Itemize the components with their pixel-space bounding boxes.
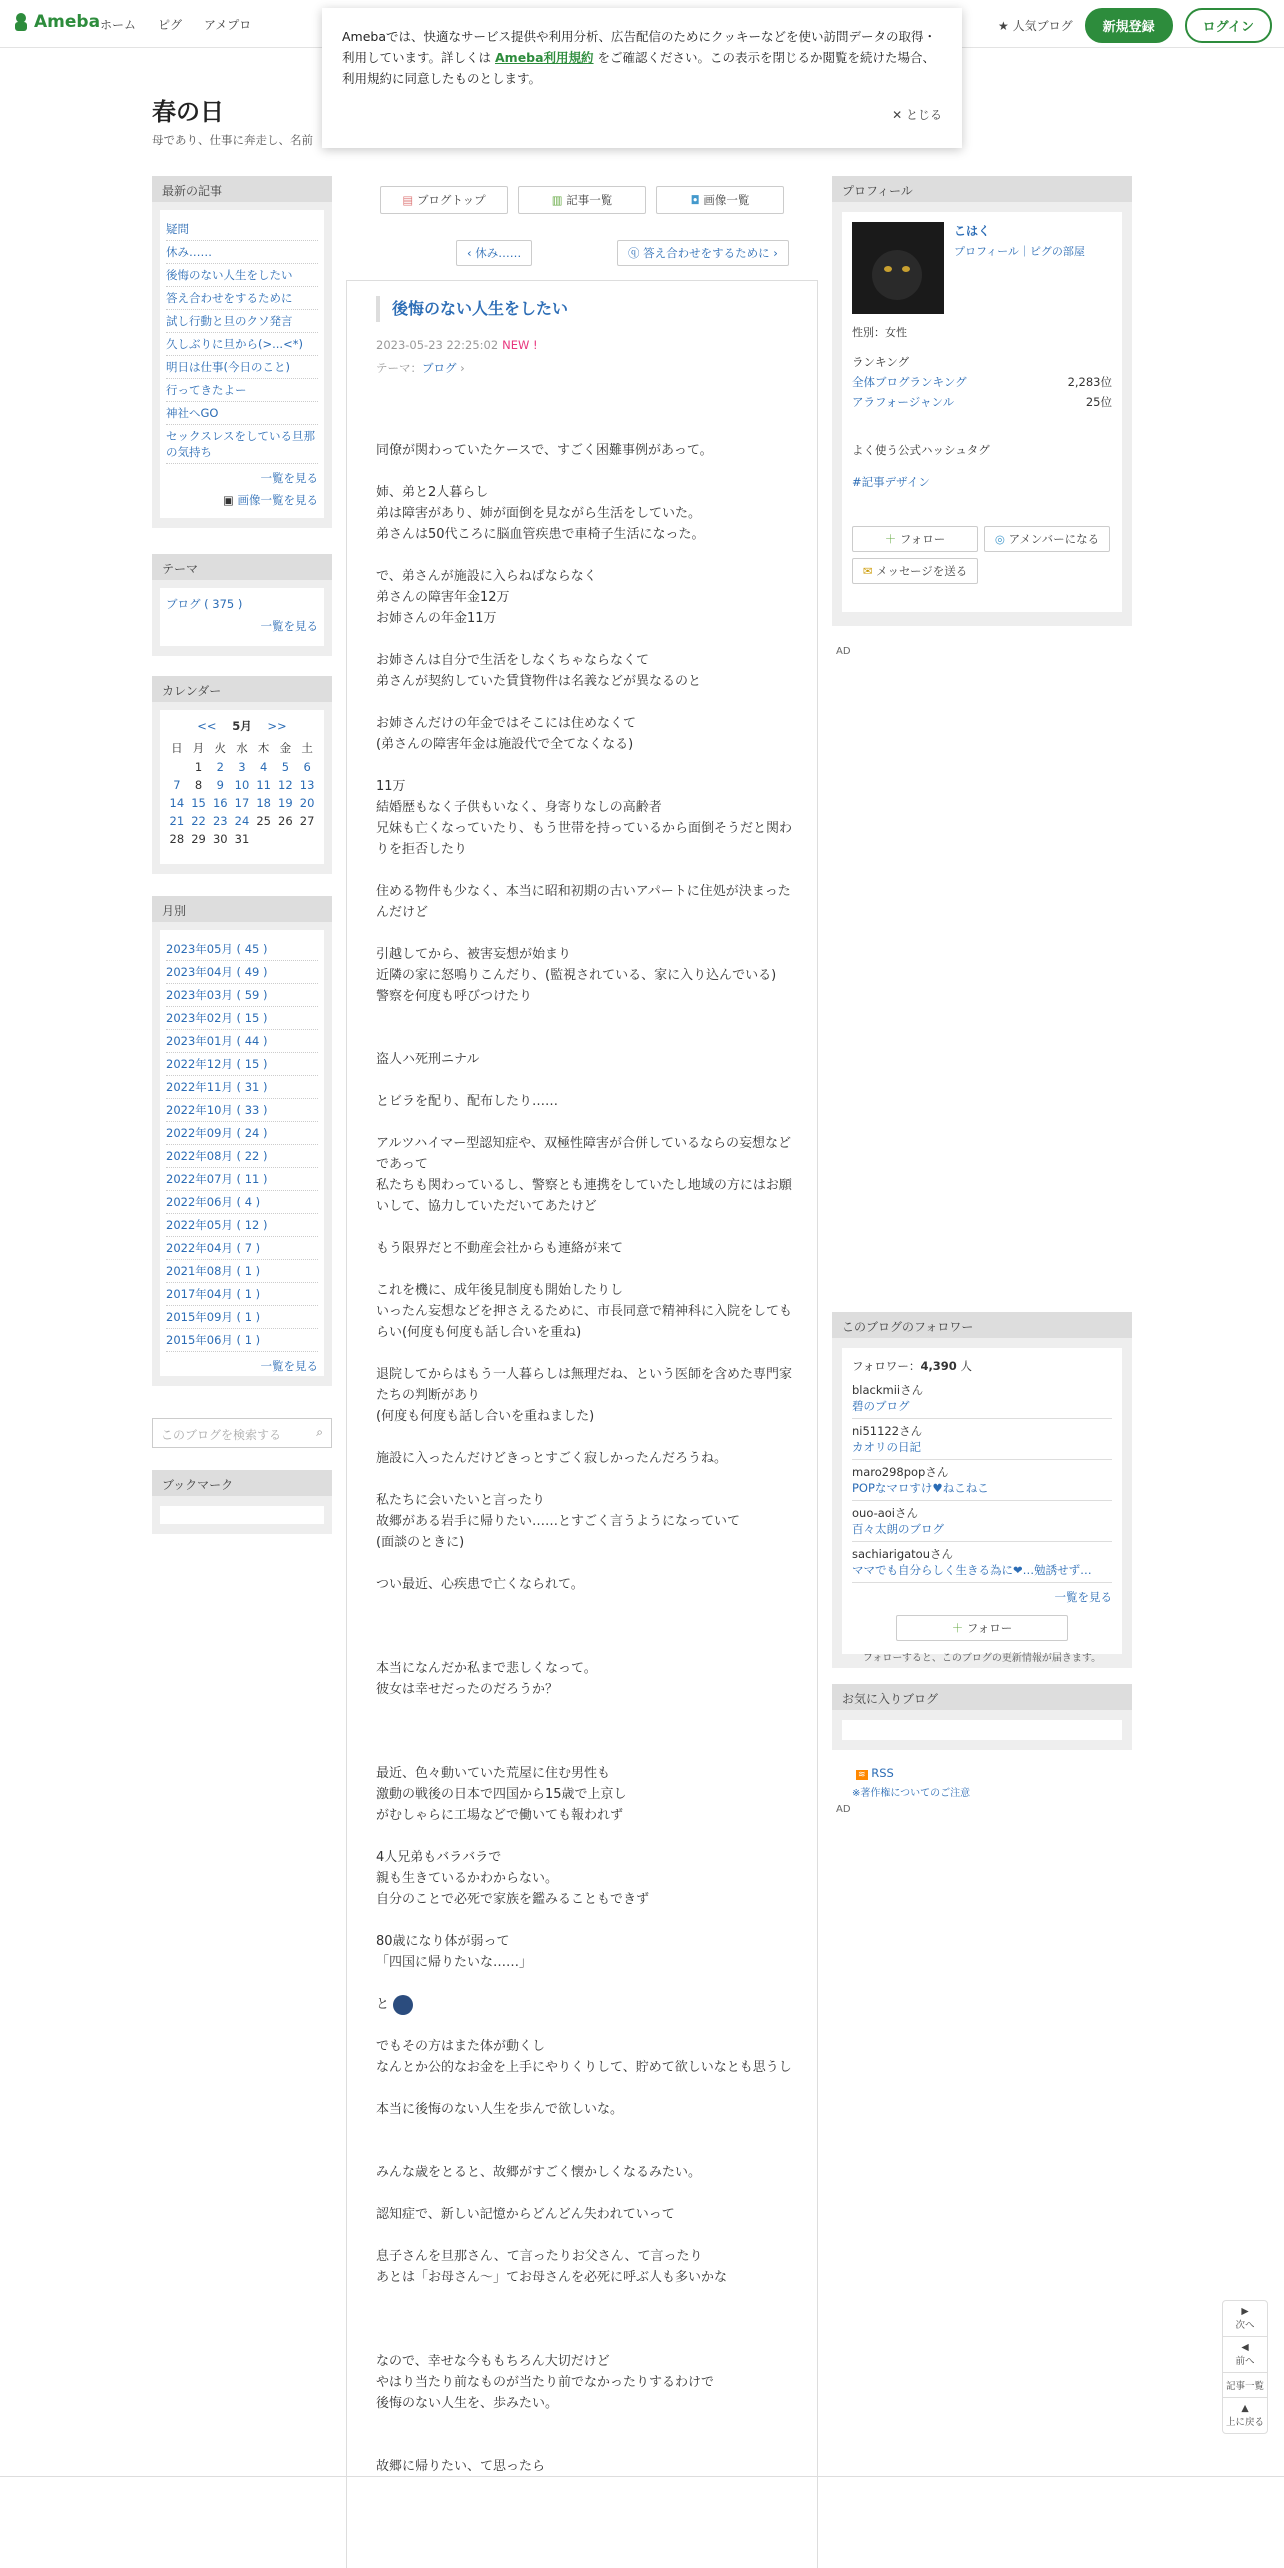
weekday-label: 月 xyxy=(192,741,205,755)
favorite-blogs-widget xyxy=(832,1684,1132,1750)
rss-icon: ≋ xyxy=(858,1770,866,1780)
entry-paragraph xyxy=(376,1616,796,1700)
paragraph-text: みんな歳をとると、故郷がすごく懐かしくなるみたい。 xyxy=(376,2165,702,2180)
calendar-table xyxy=(166,738,318,848)
next-page-label: 次へ xyxy=(1235,2320,1255,2331)
paragraph-text: 故郷に帰りたい、て思ったら xyxy=(376,2459,546,2474)
cookie-consent-banner xyxy=(322,8,962,148)
cookie-close-button[interactable]: ✕ とじる xyxy=(892,108,942,122)
entry-paragraph xyxy=(376,1091,796,1112)
entry-paragraph xyxy=(376,2099,796,2120)
blog-top-label: ブログトップ xyxy=(416,193,486,207)
calendar-next[interactable]: >> xyxy=(267,719,287,733)
weekday-label: 日 xyxy=(171,741,183,755)
follower-item xyxy=(852,1542,1112,1583)
copyright-label: ※著作権についてのご注意 xyxy=(852,1788,971,1799)
profile-gender: 性別：女性 xyxy=(852,326,907,339)
monthly-item xyxy=(166,961,318,984)
monthly-link[interactable]: 2023年03月 ( 59 ) xyxy=(166,988,268,1002)
monthly-link[interactable]: 2022年12月 ( 15 ) xyxy=(166,1057,268,1071)
recent-item xyxy=(166,402,318,425)
prev-entry-button[interactable]: ‹ 休み…… xyxy=(456,240,532,266)
follower-item xyxy=(852,1460,1112,1501)
monthly-link[interactable]: 2022年10月 ( 33 ) xyxy=(166,1103,268,1117)
amember-button[interactable] xyxy=(984,526,1110,552)
monthly-archive-widget xyxy=(152,896,332,1386)
paragraph-text: でもその方はまた体が動くし なんとか公的なお金を上手にやりくりして、貯めて欲しいなとも思うし xyxy=(376,2039,792,2075)
entry-paragraph xyxy=(376,1721,796,1826)
follower-blog[interactable]: 碧のブログ xyxy=(852,1399,910,1413)
calendar-day: 28 xyxy=(169,832,185,846)
entry-paragraph xyxy=(376,566,796,629)
entry-paragraph xyxy=(376,2435,796,2477)
follower-count-label: フォロワー： xyxy=(852,1359,921,1373)
calendar-day[interactable]: 11 xyxy=(256,778,271,792)
recent-link[interactable]: 疑問 xyxy=(166,222,189,236)
calendar-day xyxy=(253,830,275,848)
paragraph-text: と xyxy=(376,1997,390,2012)
calendar-prev[interactable]: << xyxy=(197,719,217,733)
play-icon: ▶ xyxy=(1241,2306,1249,2317)
hashtag-title: よく使う公式ハッシュタグ xyxy=(852,443,990,457)
entry-paragraph xyxy=(376,2204,796,2225)
entry-paragraph xyxy=(376,1280,796,1343)
calendar-day: 27 xyxy=(299,814,315,828)
paragraph-text: とビラを配り、配布したり…… xyxy=(376,1094,559,1109)
follower-more-link[interactable]: 一覧を見る xyxy=(1054,1590,1112,1604)
follower-item xyxy=(852,1378,1112,1419)
image-list-button[interactable] xyxy=(656,186,784,214)
paragraph-text: 私たちに会いたいと言ったり 故郷がある岩手に帰りたい……とすごく言うようになっていて (面談のときに) xyxy=(376,1493,741,1550)
envelope-icon: ✉ xyxy=(862,564,873,578)
paragraph-text: これを機に、成年後見制度も開始したりし いったん妄想などを押さえるために、市長同意で精神科に入院をしてもらい(何度も何度も話し合いを重ね) xyxy=(376,1283,793,1340)
monthly-link[interactable]: 2023年04月 ( 49 ) xyxy=(166,965,268,979)
calendar-day[interactable]: 18 xyxy=(256,796,271,810)
rank-genre-value: 25位 xyxy=(1085,395,1112,409)
theme-label: テーマ： xyxy=(376,361,422,375)
entry-theme-row: テーマ：ブログ › xyxy=(376,361,465,375)
paragraph-text: 退院してからはもう一人暮らしは無理だね、という医師を含めた専門家たちの判断があり (何度も何度も話し合いを重ねました) xyxy=(376,1367,793,1424)
follower-count-row xyxy=(852,1358,1112,1374)
image-list-label: 画像一覧 xyxy=(703,193,750,207)
entry-body xyxy=(376,440,796,2498)
follower-blog[interactable]: ママでも自分らしく生きる為に❤…勉誘せず… xyxy=(852,1563,1092,1577)
paragraph-text: で、弟さんが施設に入らねばならなく 弟さんの障害年金12万 お姉さんの年金11万 xyxy=(376,569,597,626)
profile-title: プロフィール xyxy=(832,176,1132,202)
monthly-item xyxy=(166,1237,318,1260)
recent-link[interactable]: 答え合わせをするために xyxy=(166,291,293,305)
monthly-item xyxy=(166,938,318,961)
cookie-text-pre: Amebaでは、快適なサービス提供や利用分析、広告配信のためにクッキーなどを使い訪問データの取得・利用しています。詳しくは xyxy=(342,29,937,65)
weekday-label: 木 xyxy=(257,741,270,755)
follow-label: フォロー xyxy=(899,532,946,546)
follower-list xyxy=(852,1378,1112,1583)
entry-list-label: 記事一覧 xyxy=(566,193,613,207)
calendar-day: 1 xyxy=(194,760,203,774)
ad-label-2: AD xyxy=(836,1804,851,1815)
entry-paragraph xyxy=(376,1931,796,1973)
prev-entry-label: 休み…… xyxy=(475,246,522,260)
monthly-item xyxy=(166,984,318,1007)
bookmark-widget xyxy=(152,1470,332,1534)
entry-list-page-button[interactable]: 記事一覧 xyxy=(1223,2373,1267,2398)
paragraph-text: もう限界だと不動産会社からも連絡が来て xyxy=(376,1241,624,1256)
list-icon: ▥ xyxy=(551,193,563,207)
entry-paragraph xyxy=(376,1028,796,1070)
paragraph-text: 住める物件も少なく、本当に昭和初期の古いアパートに住処が決まったんだけど xyxy=(376,884,791,920)
calendar-day xyxy=(296,830,318,848)
back-to-top-button[interactable] xyxy=(1223,2398,1267,2433)
terms-link[interactable]: Ameba利用規約 xyxy=(495,50,594,65)
cookie-text-post: をご確認ください。この表示を閉じるか閲覧を続けた場合、利用規約に同意したものとします。 xyxy=(342,50,936,86)
image-list-link[interactable]: 画像一覧を見る xyxy=(237,493,318,507)
calendar-day[interactable]: 24 xyxy=(234,814,250,828)
recent-link[interactable]: 後悔のない人生をしたい xyxy=(166,268,293,282)
prev-page-button[interactable] xyxy=(1223,2337,1267,2373)
rank-genre-link[interactable]: アラフォージャンル xyxy=(852,395,955,409)
entry-paragraph xyxy=(376,2036,796,2078)
recent-entries-widget xyxy=(152,176,332,528)
monthly-item xyxy=(166,1076,318,1099)
paragraph-text: 施設に入ったんだけどきっとすごく寂しかったんだろうね。 xyxy=(376,1451,728,1466)
recent-item xyxy=(166,356,318,379)
login-button[interactable]: ログイン xyxy=(1185,8,1272,43)
paragraph-text: 80歳になり体が弱って 「四国に帰りたいな……」 xyxy=(376,1934,533,1970)
weekday-label: 火 xyxy=(214,741,226,755)
recent-link[interactable]: 神社へGO xyxy=(166,406,219,420)
theme-title: テーマ xyxy=(152,554,332,580)
paragraph-text: お姉さんだけの年金ではそこには住めなくて (弟さんの障害年金は施設代で全てなくなる) xyxy=(376,716,637,752)
monthly-link[interactable]: 2022年07月 ( 11 ) xyxy=(166,1172,268,1186)
recent-item xyxy=(166,287,318,310)
rss-link[interactable] xyxy=(856,1766,894,1780)
recent-link[interactable]: 試し行動と旦のクソ発言 xyxy=(166,314,293,328)
plus-icon: ＋ xyxy=(951,1621,964,1635)
follow-button[interactable] xyxy=(852,526,978,552)
ad-label: AD xyxy=(836,646,851,657)
followers-widget xyxy=(832,1312,1132,1668)
monthly-link[interactable]: 2023年01月 ( 44 ) xyxy=(166,1034,268,1048)
follower-item xyxy=(852,1501,1112,1542)
weekday-label: 土 xyxy=(301,741,313,755)
calendar-day: 30 xyxy=(212,832,228,846)
calendar-day[interactable]: 20 xyxy=(299,796,315,810)
follower-count: 4,390 xyxy=(920,1359,957,1373)
calendar-day[interactable]: 16 xyxy=(212,796,228,810)
calendar-day[interactable]: 19 xyxy=(278,796,293,810)
monthly-item xyxy=(166,1122,318,1145)
profile-links[interactable]: プロフィール｜ピグの部屋 xyxy=(954,245,1085,258)
monthly-link[interactable]: 2015年09月 ( 1 ) xyxy=(166,1310,261,1324)
paragraph-text: 引越してから、被害妄想が始まり 近隣の家に怒鳴りこんだり、(監視されている、家に入り込んでいる) 警察を何度も呼びつけたり xyxy=(376,947,777,1004)
monthly-item xyxy=(166,1030,318,1053)
logo-text: Ameba xyxy=(34,12,101,32)
amember-icon: ◎ xyxy=(994,532,1005,546)
calendar-day[interactable]: 6 xyxy=(303,760,311,774)
entry-paragraph xyxy=(376,1490,796,1553)
monthly-item xyxy=(166,1283,318,1306)
recent-item xyxy=(166,310,318,333)
floating-page-nav xyxy=(1222,2300,1268,2434)
entry-paragraph xyxy=(376,881,796,923)
camera-icon: ◘ xyxy=(690,193,700,207)
follow-label-2: フォロー xyxy=(966,1621,1013,1635)
weekday-label: 水 xyxy=(236,741,248,755)
footer-divider xyxy=(0,2476,1284,2477)
monthly-link[interactable]: 2022年04月 ( 7 ) xyxy=(166,1241,261,1255)
entry-paragraph xyxy=(376,2141,796,2183)
recent-link[interactable]: 明日は仕事(今日のこと) xyxy=(166,360,290,374)
calendar-day[interactable]: 22 xyxy=(191,814,206,828)
calendar-day xyxy=(275,830,297,848)
paragraph-text: 本当に後悔のない人生を歩んで欲しいな。 xyxy=(376,2102,624,2117)
calendar-day[interactable]: 9 xyxy=(216,778,224,792)
calendar-month: 5月 xyxy=(232,719,252,733)
paragraph-text: アルツハイマー型認知症や、双極性障害が合併しているならの妄想などであって 私たちも関わっているし、警察とも連携をしていたし地域の方にはお願いして、協力していただいてあたけど xyxy=(376,1136,792,1214)
entry-paragraph xyxy=(376,713,796,755)
entry-paragraph xyxy=(376,776,796,860)
entry-paragraph xyxy=(376,944,796,1007)
paragraph-text: お姉さんは自分で生活をしなくちゃならなくて 弟さんが契約していた賃貸物件は名義などが異なるのと xyxy=(376,653,702,689)
entry-paragraph xyxy=(376,2309,796,2414)
back-to-top-label: 上に戻る xyxy=(1225,2417,1264,2428)
rank-overall-link[interactable]: 全体ブログランキング xyxy=(852,375,967,389)
up-icon: ▲ xyxy=(1241,2403,1249,2414)
monthly-link[interactable]: 2022年09月 ( 24 ) xyxy=(166,1126,268,1140)
followers-title: このブログのフォロワー xyxy=(832,1312,1132,1338)
blog-description: 母であり、仕事に奔走し、名前 xyxy=(152,133,313,147)
monthly-link[interactable]: 2015年06月 ( 1 ) xyxy=(166,1333,261,1347)
entry-paragraph xyxy=(376,650,796,692)
paragraph-text: 息子さんを旦那さん、て言ったりお父さん、て言ったり あとは「お母さん〜」てお母さんを必死に呼ぶ人も多いかな xyxy=(376,2249,728,2285)
prev-page-label: 前へ xyxy=(1235,2356,1255,2367)
calendar-day[interactable]: 5 xyxy=(281,760,290,774)
entry-paragraph xyxy=(376,482,796,545)
follower-blog[interactable]: 百々太朗のブログ xyxy=(852,1522,944,1536)
follower-item xyxy=(852,1419,1112,1460)
monthly-link[interactable]: 2022年06月 ( 4 ) xyxy=(166,1195,261,1209)
copyright-link[interactable] xyxy=(852,1784,970,1799)
rank-overall-value: 2,283位 xyxy=(1067,375,1112,389)
monthly-item xyxy=(166,1306,318,1329)
calendar-day[interactable]: 2 xyxy=(216,760,224,774)
next-entry-label: 答え合わせをするために xyxy=(643,246,770,260)
calendar-day[interactable]: 4 xyxy=(260,760,268,774)
popular-blog-link[interactable]: ★ 人気ブログ xyxy=(998,19,1073,33)
entry-paragraph xyxy=(376,1448,796,1469)
recent-item xyxy=(166,333,318,356)
calendar-day[interactable]: 21 xyxy=(169,814,185,828)
recent-item xyxy=(166,264,318,287)
calendar-day[interactable]: 3 xyxy=(238,760,246,774)
monthly-item xyxy=(166,1168,318,1191)
nav-home[interactable]: ホーム xyxy=(100,18,137,32)
close-label: とじる xyxy=(905,108,942,122)
amember-label: アメンバーになる xyxy=(1008,532,1100,546)
entry-paragraph xyxy=(376,1238,796,1259)
rss-label: RSS xyxy=(871,1766,894,1780)
follower-user[interactable]: ni51122さん xyxy=(852,1424,923,1438)
monthly-link[interactable]: 2022年08月 ( 22 ) xyxy=(166,1149,268,1163)
monthly-item xyxy=(166,1145,318,1168)
emoji-icon xyxy=(393,1995,413,2015)
calendar-day: 31 xyxy=(234,832,250,846)
next-page-button[interactable] xyxy=(1223,2301,1267,2337)
blog-title[interactable]: 春の日 xyxy=(152,99,224,126)
theme-more-link[interactable]: 一覧を見る xyxy=(260,619,318,633)
hashtag-link[interactable]: #記事デザイン xyxy=(852,475,930,489)
follow-note: フォローすると、このブログの更新情報が届きます。 xyxy=(862,1653,1102,1664)
theme-item[interactable]: ブログ ( 375 ) xyxy=(166,597,243,611)
blog-nav-buttons xyxy=(380,186,784,214)
ranking-title: ランキング xyxy=(852,355,910,369)
follower-unit: 人 xyxy=(960,1359,972,1373)
calendar-day[interactable]: 12 xyxy=(278,778,293,792)
calendar-day[interactable]: 13 xyxy=(299,778,315,792)
blog-top-button[interactable] xyxy=(380,186,508,214)
entry-paragraph xyxy=(376,2246,796,2288)
monthly-link[interactable]: 2022年05月 ( 12 ) xyxy=(166,1218,268,1232)
calendar-day: 25 xyxy=(256,814,271,828)
calendar-day[interactable]: 23 xyxy=(212,814,228,828)
entry-paragraph xyxy=(376,1574,796,1595)
image-icon: ▣ xyxy=(222,493,234,507)
follower-blog[interactable]: POPなマロすけ♥ねこねこ xyxy=(852,1481,989,1495)
calendar-day[interactable]: 10 xyxy=(234,778,250,792)
entry-paragraph xyxy=(376,1994,796,2015)
monthly-item xyxy=(166,1053,318,1076)
message-label: メッセージを送る xyxy=(875,564,968,578)
calendar-day: 26 xyxy=(278,814,293,828)
monthly-item xyxy=(166,1099,318,1122)
next-entry-button[interactable]: ⓠ 答え合わせをするために › xyxy=(617,240,789,266)
follower-user[interactable]: maro298popさん xyxy=(852,1465,949,1479)
recent-link[interactable]: 行ってきたよー xyxy=(166,383,247,397)
entry-title[interactable]: 後悔のない人生をしたい xyxy=(376,296,568,322)
recent-item xyxy=(166,241,318,264)
calendar-day[interactable]: 14 xyxy=(169,796,185,810)
follower-user[interactable]: ouo-aoiさん xyxy=(852,1506,919,1520)
plus-icon: ＋ xyxy=(884,532,897,546)
monthly-item xyxy=(166,1191,318,1214)
paragraph-text: 盗人ハ死刑ニナル xyxy=(376,1052,480,1067)
recent-item xyxy=(166,218,318,241)
recent-item xyxy=(166,425,318,464)
recent-link[interactable]: 久しぶりに旦から(>...<*) xyxy=(166,337,303,351)
nav-pigg[interactable]: ピグ xyxy=(158,18,183,32)
paragraph-text: 11万 結婚歴もなく子供もいなく、身寄りなしの高齢者 兄妹も亡くなっていたり、もう世帯を持っているから面倒そうだと関わりを拒否したり xyxy=(376,779,793,857)
paragraph-text: なので、幸せな今ももちろん大切だけど やはり当たり前なものが当たり前でなかったりするわけで 後悔のない人生を、歩みたい。 xyxy=(376,2354,715,2411)
profile-name[interactable]: こはく xyxy=(954,224,991,238)
calendar-title: カレンダー xyxy=(152,676,332,702)
paragraph-text: 最近、色々動いていた荒屋に住む男性も 激動の戦後の日本で四国から15歳で上京し がむしゃらに工場などで働いても報われず xyxy=(376,1766,627,1823)
monthly-link[interactable]: 2023年05月 ( 45 ) xyxy=(166,942,268,956)
calendar-day xyxy=(166,758,188,776)
new-badge: NEW ! xyxy=(502,338,538,352)
monthly-item xyxy=(166,1329,318,1352)
question-icon: ⓠ xyxy=(628,246,640,260)
monthly-list xyxy=(166,938,318,1352)
profile-widget xyxy=(832,176,1132,626)
recent-more-link[interactable]: 一覧を見る xyxy=(260,471,318,485)
entry-theme-link[interactable]: ブログ xyxy=(422,361,457,375)
entry-paragraph xyxy=(376,1364,796,1427)
calendar-day: 8 xyxy=(194,778,203,792)
paragraph-text: 姉、弟と2人暮らし 弟は障害があり、姉が面倒を見ながら生活をしていた。 弟さんは50代ころに脳血管疾患で車椅子生活になった。 xyxy=(376,485,705,542)
calendar-day: 29 xyxy=(191,832,206,846)
follow-button-2[interactable] xyxy=(896,1615,1068,1641)
recent-link[interactable]: セックスレスをしている旦那の気持ち xyxy=(166,429,316,459)
recent-item xyxy=(166,379,318,402)
favblog-title: お気に入りブログ xyxy=(832,1684,1132,1710)
monthly-link[interactable]: 2017年04月 ( 1 ) xyxy=(166,1287,261,1301)
monthly-item xyxy=(166,1260,318,1283)
paragraph-text: 認知症で、新しい記憶からどんどん失われていって xyxy=(376,2207,675,2222)
ameba-logo-icon xyxy=(12,12,30,32)
weekday-label: 金 xyxy=(279,741,292,755)
recent-link[interactable]: 休み…… xyxy=(166,245,212,259)
calendar-widget xyxy=(152,676,332,874)
signup-button[interactable]: 新規登録 xyxy=(1085,8,1173,43)
paragraph-text: 同僚が関わっていたケースで、すごく困難事例があって。 xyxy=(376,443,713,458)
follower-blog[interactable]: カオリの日記 xyxy=(852,1440,921,1454)
monthly-title: 月別 xyxy=(152,896,332,922)
search-placeholder: このブログを検索する xyxy=(161,1428,282,1442)
entry-list-button[interactable] xyxy=(518,186,646,214)
profile-avatar[interactable] xyxy=(852,222,944,314)
monthly-link[interactable]: 2022年11月 ( 31 ) xyxy=(166,1080,268,1094)
monthly-link[interactable]: 2023年02月 ( 15 ) xyxy=(166,1011,268,1025)
popular-blog-label: 人気ブログ xyxy=(1012,19,1073,33)
bookmark-title: ブックマーク xyxy=(152,1470,332,1496)
follower-user[interactable]: sachiarigatouさん xyxy=(852,1547,953,1561)
message-button[interactable] xyxy=(852,558,978,584)
back-icon: ◀ xyxy=(1241,2342,1249,2353)
calendar-day[interactable]: 15 xyxy=(191,796,206,810)
paragraph-text: 4人兄弟もバラバラで 親も生きているかわからない。 自分のことで必死で家族を鑑みることもできず xyxy=(376,1850,650,1907)
calendar-day[interactable]: 17 xyxy=(234,796,250,810)
entry-date: 2023-05-23 22:25:02 xyxy=(376,338,499,352)
theme-widget xyxy=(152,554,332,656)
calendar-day[interactable]: 7 xyxy=(173,778,181,792)
entry-paragraph xyxy=(376,440,796,461)
recent-title: 最新の記事 xyxy=(152,176,332,202)
entry-date-row xyxy=(376,338,538,352)
monthly-item xyxy=(166,1214,318,1237)
entry-paragraph xyxy=(376,1133,796,1217)
monthly-more-link[interactable]: 一覧を見る xyxy=(260,1359,318,1373)
monthly-link[interactable]: 2021年08月 ( 1 ) xyxy=(166,1264,261,1278)
paragraph-text: つい最近、心疾患で亡くなられて。 xyxy=(376,1577,584,1592)
nav-amepro[interactable]: アメプロ xyxy=(204,18,252,32)
global-nav xyxy=(100,16,251,33)
blog-search-input[interactable] xyxy=(152,1418,332,1448)
follower-user[interactable]: blackmiiさん xyxy=(852,1383,924,1397)
book-icon: ▤ xyxy=(402,193,414,207)
entry-paragraph xyxy=(376,1847,796,1910)
paragraph-text: 本当になんだか私まで悲しくなって。 彼女は幸せだったのだろうか？ xyxy=(376,1661,597,1697)
ameba-logo[interactable] xyxy=(12,12,100,32)
monthly-item xyxy=(166,1007,318,1030)
search-icon[interactable]: ⌕ xyxy=(316,1425,323,1439)
